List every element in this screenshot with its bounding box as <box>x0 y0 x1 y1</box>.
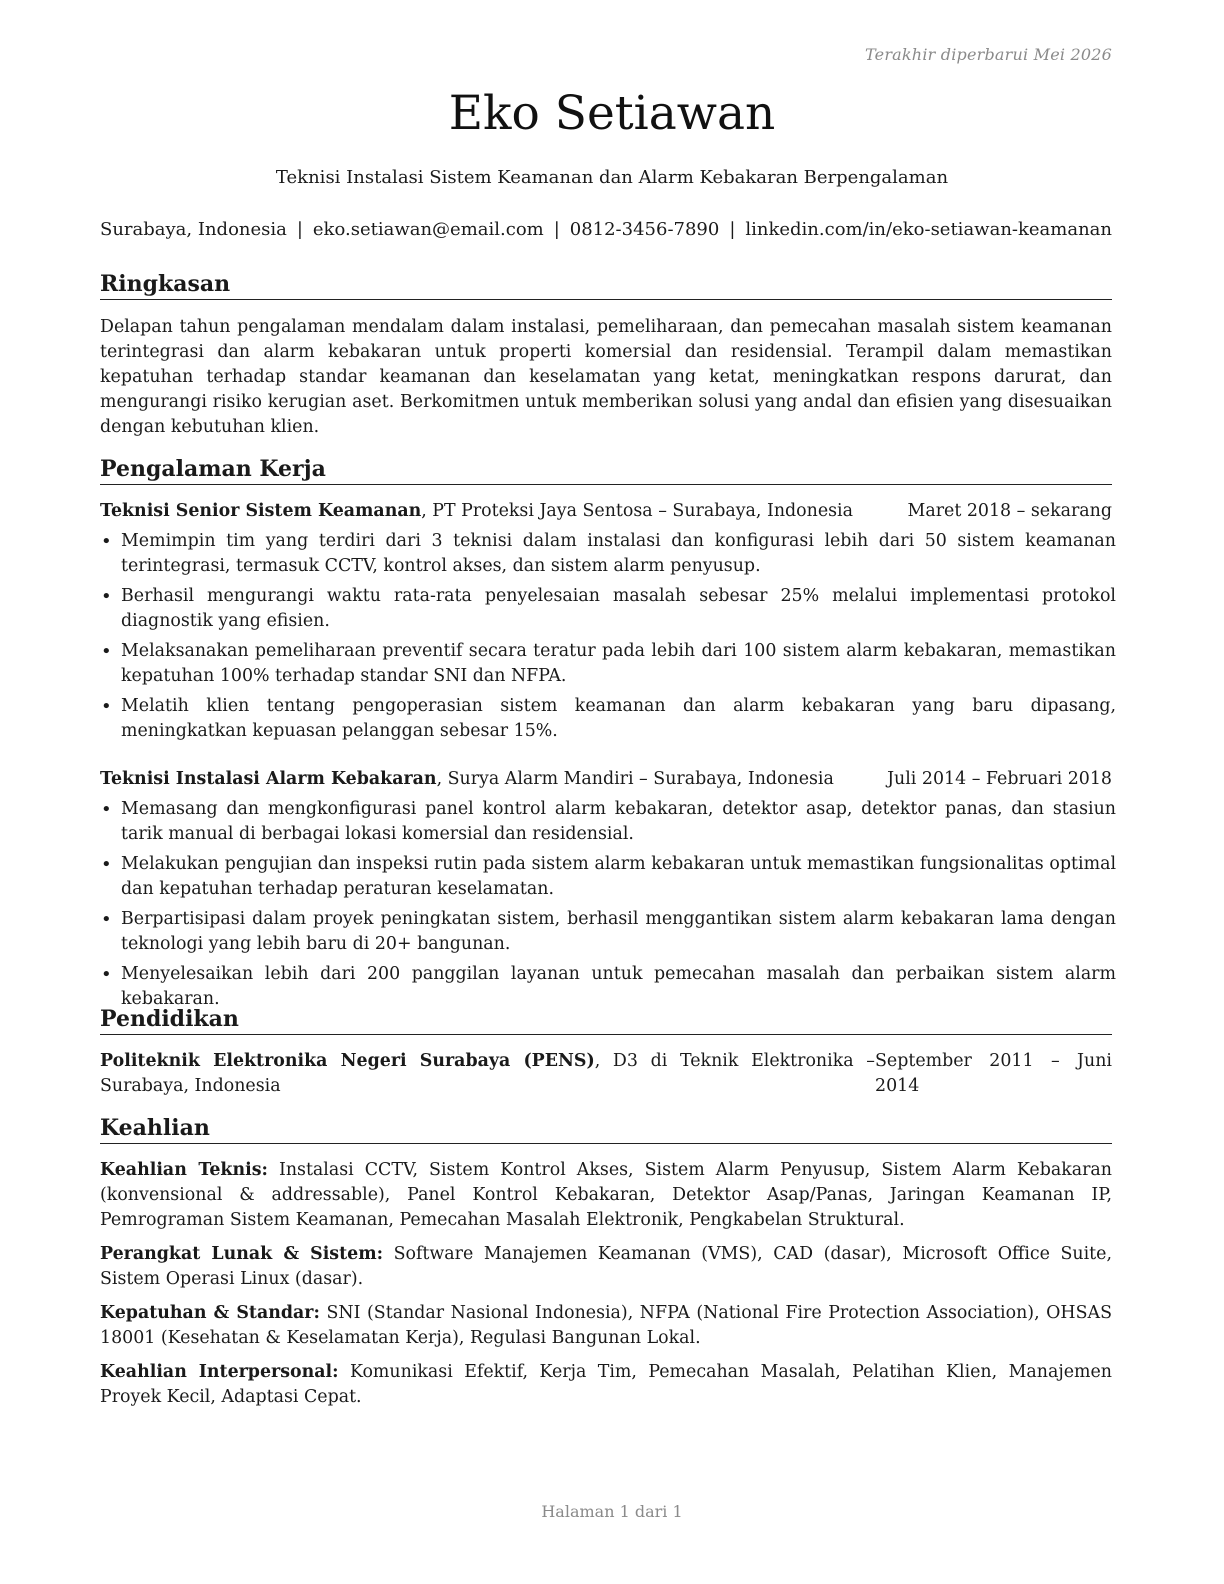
contact-separator: | <box>729 219 736 240</box>
page-number: Halaman 1 dari 1 <box>541 1502 683 1521</box>
section-title-summary: Ringkasan <box>100 270 1112 300</box>
summary-text: Delapan tahun pengalaman mendalam dalam instalasi, pemeliharaan, dan pemecahan masalah sistem keamanan terintegrasi dan alarm kebakaran untuk properti komersial dan residensial. Terampil dalam memastikan kepatuhan terhadap standar keamanan dan keselamatan yang ketat, meningkatkan respons darurat, dan mengurangi risiko kerugian aset. Berkomitmen untuk memberikan solusi yang andal dan efisien yang disesuaikan dengan kebutuhan klien. <box>100 317 1112 437</box>
job-bullet: • Melakukan pengujian dan inspeksi rutin pada sistem alarm kebakaran untuk memastikan fungsionalitas optimal dan kepatuhan terhadap peraturan keselamatan. <box>100 852 1116 902</box>
skill-label: Keahlian Interpersonal: <box>100 1362 339 1382</box>
job-bullets <box>100 797 1116 1017</box>
education-dates: September 2011 – Juni 2014 <box>875 1051 1112 1096</box>
skill-label: Perangkat Lunak & Sistem: <box>100 1244 384 1264</box>
skill-text: Software Manajemen Keamanan (VMS), CAD (dasar), Microsoft Office Suite, Sistem Operasi Linux (dasar). <box>100 1244 1112 1289</box>
job-bullet: • Menyelesaikan lebih dari 200 panggilan layanan untuk pemecahan masalah dan perbaikan sistem alarm kebakaran. <box>100 962 1116 1012</box>
last-updated: Terakhir diperbarui Mei 2026 <box>865 45 1112 64</box>
candidate-name: Eko Setiawan <box>448 86 776 141</box>
education-institution <box>100 1049 875 1099</box>
job-bullet: • Memimpin tim yang terdiri dari 3 teknisi dalam instalasi dan konfigurasi lebih dari 50 sistem keamanan terintegrasi, termasuk CCTV, kontrol akses, dan sistem alarm penyusup. <box>100 529 1116 579</box>
job-dates: Maret 2018 – sekarang <box>907 501 1112 521</box>
job-bullet: • Berhasil mengurangi waktu rata-rata penyelesaian masalah sebesar 25% melalui implementasi protokol diagnostik yang efisien. <box>100 584 1116 634</box>
job-bullet: • Melaksanakan pemeliharaan preventif secara teratur pada lebih dari 100 sistem alarm kebakaran, memastikan kepatuhan 100% terhadap standar SNI dan NFPA. <box>100 639 1116 689</box>
contact-location: Surabaya, Indonesia <box>100 219 287 240</box>
skill-text: Instalasi CCTV, Sistem Kontrol Akses, Sistem Alarm Penyusup, Sistem Alarm Kebakaran (konvensional & addressable), Panel Kontrol Kebakaran, Detektor Asap/Panas, Jaringan Keamanan IP, Pemrograman Sistem Keamanan, Pemecahan Masalah Elektronik, Pengkabelan Struktural. <box>100 1160 1112 1230</box>
contact-email[interactable]: eko.setiawan@email.com <box>312 219 544 240</box>
education-detail: , D3 di Teknik Elektronika – Surabaya, Indonesia <box>100 1051 875 1096</box>
section-title-education: Pendidikan <box>100 1005 1112 1035</box>
section-title-skills: Keahlian <box>100 1114 1112 1144</box>
skill-group <box>100 1301 1112 1351</box>
skill-text: Komunikasi Efektif, Kerja Tim, Pemecahan Masalah, Pelatihan Klien, Manajemen Proyek Kecil, Adaptasi Cepat. <box>100 1362 1112 1407</box>
section-title-experience: Pengalaman Kerja <box>100 455 1112 485</box>
job-bullets <box>100 529 1116 749</box>
education-entry <box>100 1049 1112 1099</box>
job-company: , PT Proteksi Jaya Sentosa – Surabaya, Indonesia <box>421 501 853 521</box>
job-role: Teknisi Senior Sistem Keamanan <box>100 501 422 521</box>
skill-group <box>100 1158 1112 1233</box>
job-bullet: • Berpartisipasi dalam proyek peningkatan sistem, berhasil menggantikan sistem alarm kebakaran lama dengan teknologi yang lebih baru di 20+ bangunan. <box>100 907 1116 957</box>
job-role: Teknisi Instalasi Alarm Kebakaran <box>100 769 437 789</box>
contact-separator: | <box>296 219 303 240</box>
job-company: , Surya Alarm Mandiri – Surabaya, Indonesia <box>436 769 834 789</box>
job-header <box>100 767 1112 792</box>
skill-group <box>100 1360 1112 1410</box>
contact-linkedin[interactable]: linkedin.com/in/eko-setiawan-keamanan <box>745 219 1112 240</box>
job-header <box>100 499 1112 524</box>
job-title-line <box>100 767 834 792</box>
candidate-tagline: Teknisi Instalasi Sistem Keamanan dan Alarm Kebakaran Berpengalaman <box>275 167 949 188</box>
job-bullet: • Memasang dan mengkonfigurasi panel kontrol alarm kebakaran, detektor asap, detektor panas, dan stasiun tarik manual di berbagai lokasi komersial dan residensial. <box>100 797 1116 847</box>
skill-group <box>100 1242 1112 1292</box>
contact-separator: | <box>553 219 560 240</box>
job-dates: Juli 2014 – Februari 2018 <box>887 769 1112 789</box>
skill-text: SNI (Standar Nasional Indonesia), NFPA (National Fire Protection Association), OHSAS 18001 (Kesehatan & Keselamatan Kerja), Regulasi Bangunan Lokal. <box>100 1303 1112 1348</box>
job-title-line <box>100 499 853 524</box>
education-school: Politeknik Elektronika Negeri Surabaya (PENS) <box>100 1051 595 1071</box>
skill-label: Keahlian Teknis: <box>100 1160 268 1180</box>
job-bullet: • Melatih klien tentang pengoperasian sistem keamanan dan alarm kebakaran yang baru dipasang, meningkatkan kepuasan pelanggan sebesar 15%. <box>100 694 1116 744</box>
skill-label: Kepatuhan & Standar: <box>100 1303 320 1323</box>
contact-line <box>100 219 1112 240</box>
contact-phone[interactable]: 0812-3456-7890 <box>569 219 720 240</box>
